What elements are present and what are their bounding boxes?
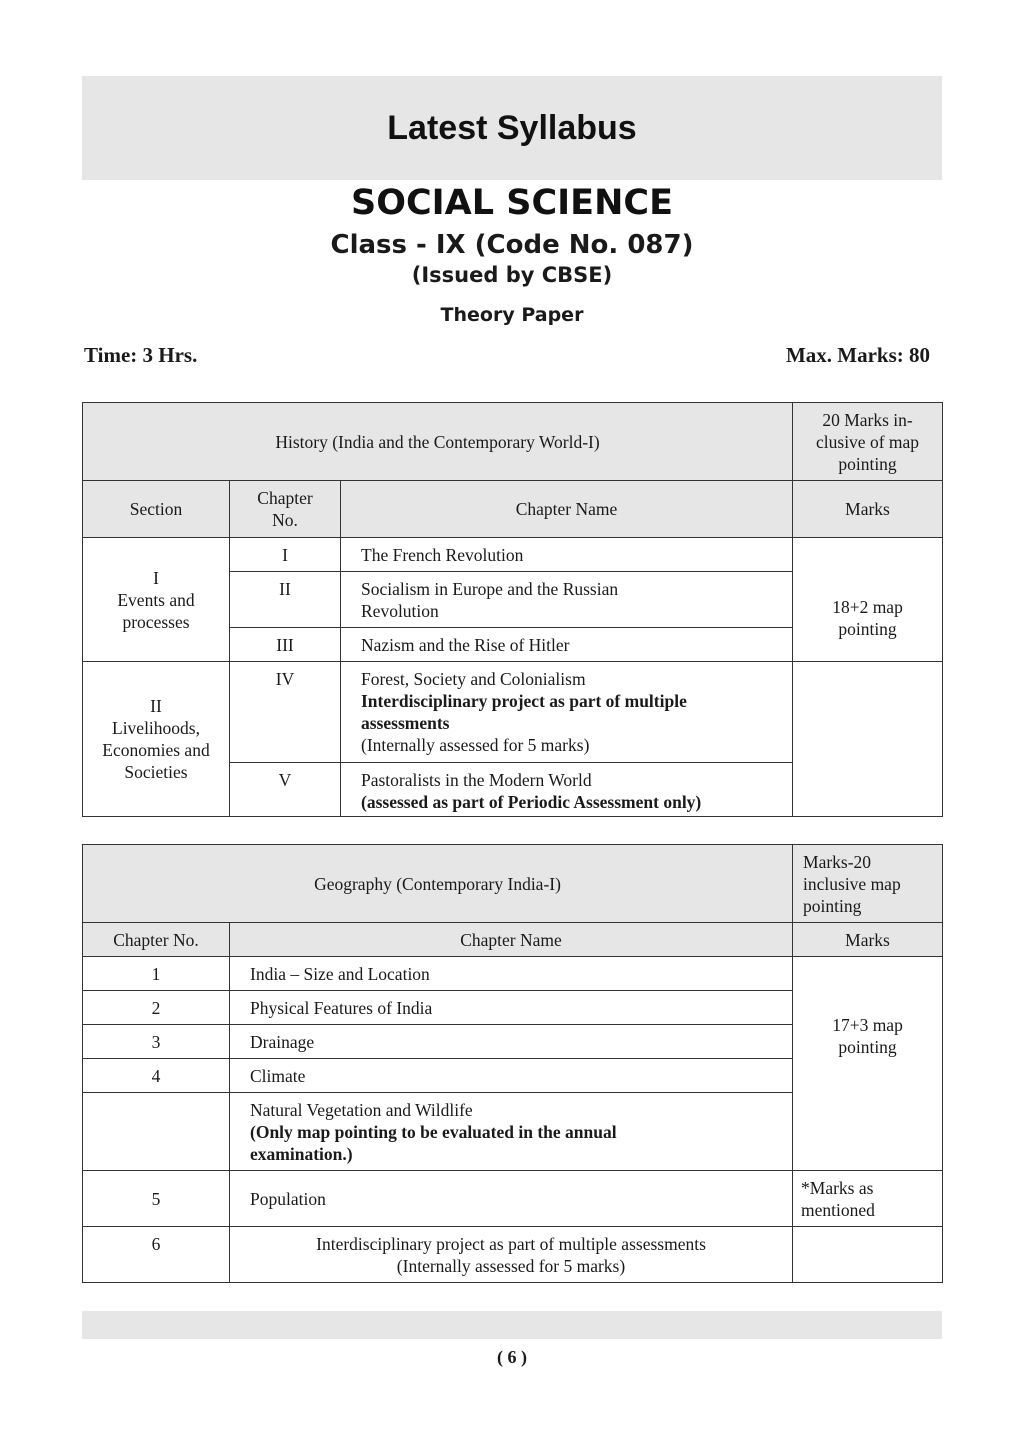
chapter-no: I [230,538,341,572]
chapter-no [83,1093,230,1171]
chapter-name: Socialism in Europe and the Russian Revolution [341,572,793,628]
chapter-name: Nazism and the Rise of Hitler [341,628,793,662]
chapter-no: 1 [83,957,230,991]
chapter-name: Climate [230,1059,793,1093]
col-section: Section [83,481,230,538]
chapter-name-cell [230,1227,793,1283]
chapter-name: Interdisciplinary project as part of multiple assessments [316,1233,706,1254]
history-title-row [83,403,943,481]
geography-marks-group: 17+3 map pointing [793,957,943,1171]
chapter-no: 5 [83,1171,230,1227]
section-1-name: Events and processes [117,589,195,632]
table-row [83,538,943,572]
section-2-number: II [150,696,162,716]
table-row [83,662,943,763]
section-2-marks [793,662,943,817]
issued-by: (Issued by CBSE) [411,263,613,287]
col-chapter-name: Chapter Name [341,481,793,538]
col-chapter-name: Chapter Name [230,923,793,957]
chapter-name-cell [341,763,793,817]
col-chapter-no: Chapter No. [230,481,341,538]
chapter-name: Pastoralists in the Modern World [361,770,592,790]
history-marks-note: 20 Marks in-clusive of map pointing [793,403,943,481]
chapter-no: 3 [83,1025,230,1059]
chapter-name: India – Size and Location [230,957,793,991]
chapter-no: 6 [83,1227,230,1283]
banner-title: Latest Syllabus [387,109,637,147]
table-row [83,957,943,991]
col-chapter-no: Chapter No. [83,923,230,957]
chapter-no: 2 [83,991,230,1025]
subject-title: SOCIAL SCIENCE [351,183,673,223]
table-row [83,1227,943,1283]
chapter-no: II [230,572,341,628]
population-marks: *Marks as mentioned [793,1171,943,1227]
section-1-cell [83,538,230,662]
max-marks: Max. Marks: 80 [785,343,930,367]
geography-header-row [83,923,943,957]
col-marks: Marks [793,481,943,538]
chapter-name-cell [341,662,793,763]
chapter-no: III [230,628,341,662]
history-table [82,402,943,817]
section-2-cell [83,662,230,817]
geography-title-row [83,845,943,923]
exam-time: Time: 3 Hrs. [84,343,198,367]
table-row [83,1171,943,1227]
geography-title: Geography (Contemporary India-I) [83,845,793,923]
chapter-no: V [230,763,341,817]
footer-bar [82,1311,942,1339]
chapter-name: Drainage [230,1025,793,1059]
chapter-name: Natural Vegetation and Wildlife [250,1099,473,1120]
section-1-number: I [153,567,159,588]
col-marks: Marks [793,923,943,957]
history-header-row [83,481,943,538]
chapter-no: IV [230,662,341,763]
chapter-note: (Internally assessed for 5 marks) [396,1255,626,1276]
geography-table [82,844,943,1283]
chapter-name: Physical Features of India [230,991,793,1025]
chapter-bold-note: Interdisciplinary project as part of multiple assessments [361,691,687,733]
chapter-name-cell [230,1093,793,1171]
section-2-name: Livelihoods, Economies and Societies [102,718,210,782]
chapter-name: Forest, Society and Colonialism [361,669,586,689]
chapter-bold-note: (Only map pointing to be evaluated in the annual examination.) [250,1121,617,1164]
chapter-note: (Internally assessed for 5 marks) [361,735,590,755]
chapter-no: 4 [83,1059,230,1093]
project-marks [793,1227,943,1283]
chapter-name: Population [230,1171,793,1227]
section-1-marks: 18+2 map pointing [793,538,943,662]
class-code: Class - IX (Code No. 087) [330,230,694,260]
geography-marks-note: Marks-20 inclusive map pointing [793,845,943,923]
page-number: ( 6 ) [497,1347,527,1367]
chapter-name: The French Revolution [341,538,793,572]
history-title: History (India and the Contemporary World-I) [83,403,793,481]
paper-type: Theory Paper [440,304,584,326]
chapter-bold-note: (assessed as part of Periodic Assessment only) [361,792,702,812]
